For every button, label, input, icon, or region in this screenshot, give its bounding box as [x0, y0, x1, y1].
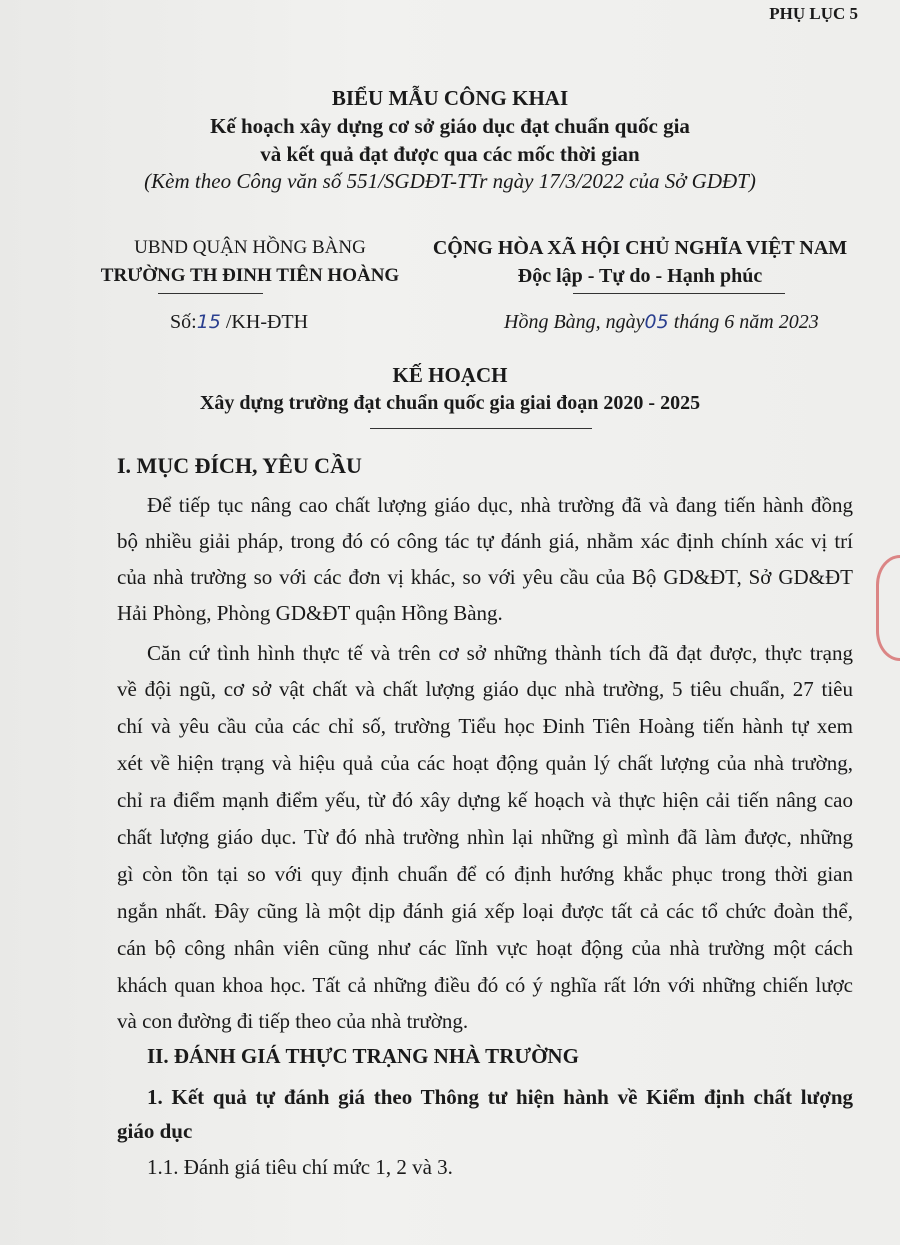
document-date — [504, 311, 819, 334]
subsection-heading-line: 1. Kết quả tự đánh giá theo Thông tư hiện hành về Kiểm định chất lượng — [147, 1085, 853, 1109]
paragraph-line: ngắn nhất. Đây cũng là một dịp đánh giá xếp loại được tất cả các tổ chức đoàn thể, — [117, 899, 853, 923]
handwritten-number: 15 — [196, 311, 221, 333]
paragraph-line: chỉ ra điểm mạnh điểm yếu, từ đó xây dựng kế hoạch và thực hiện cải tiến nâng cao — [117, 788, 853, 812]
authority-name: UBND QUẬN HỒNG BÀNG — [134, 237, 366, 258]
document-number — [170, 311, 308, 334]
divider — [158, 293, 263, 294]
paragraph-line: bộ nhiều giải pháp, trong đó có công tác tự đánh giá, nhằm xác định chính xác vị trí — [117, 529, 853, 553]
divider — [370, 428, 592, 429]
section2-heading: II. ĐÁNH GIÁ THỰC TRẠNG NHÀ TRƯỜNG — [147, 1044, 579, 1068]
divider — [573, 293, 785, 294]
paragraph-line: chí và yêu cầu của các chỉ số, trường Tiểu học Đinh Tiên Hoàng tiến hành tự xem — [117, 714, 853, 738]
number-suffix: /KH-ĐTH — [225, 311, 309, 333]
form-line1: Kế hoạch xây dựng cơ sở giáo dục đạt chuẩn quốc gia — [210, 114, 690, 138]
paragraph-line: Để tiếp tục nâng cao chất lượng giáo dục, nhà trường đã và đang tiến hành đồng — [147, 493, 853, 517]
plan-subtitle: Xây dựng trường đạt chuẩn quốc gia giai đoạn 2020 - 2025 — [199, 392, 701, 414]
nation-name: CỘNG HÒA XÃ HỘI CHỦ NGHĨA VIỆT NAM — [432, 237, 848, 259]
paragraph-line: khách quan khoa học. Tất cả những điều đó có ý nghĩa rất lớn với những chiến lược — [117, 973, 853, 997]
paragraph-line: cán bộ công nhân viên cũng như các lĩnh vực hoạt động của nhà trường một cách — [117, 936, 853, 960]
date-prefix: Hồng Bàng, ngày — [504, 311, 645, 333]
form-line2: và kết quả đạt được qua các mốc thời gian — [260, 142, 640, 166]
paragraph-line: và con đường đi tiếp theo của nhà trường. — [117, 1009, 469, 1033]
subsection-heading-line: giáo dục — [117, 1119, 193, 1143]
section1-heading: I. MỤC ĐÍCH, YÊU CẦU — [117, 453, 362, 478]
school-name: TRƯỜNG TH ĐINH TIÊN HOÀNG — [100, 265, 400, 286]
appendix-label: PHỤ LỤC 5 — [769, 4, 858, 23]
paragraph-line: Căn cứ tình hình thực tế và trên cơ sở những thành tích đã đạt được, thực trạng — [147, 641, 853, 665]
paragraph-line: xét về hiện trạng và hiệu quả của các hoạt động quản lý chất lượng của nhà trường, — [117, 751, 853, 775]
motto: Độc lập - Tự do - Hạnh phúc — [517, 265, 763, 287]
red-stamp-seal — [876, 555, 900, 661]
number-prefix: Số: — [170, 311, 197, 333]
paragraph-line: của nhà trường so với các đơn vị khác, so với yêu cầu của Bộ GD&ĐT, Sở GD&ĐT — [117, 565, 853, 589]
paragraph-line: về đội ngũ, cơ sở vật chất và chất lượng giáo dục nhà trường, 5 tiêu chuẩn, 27 tiêu — [117, 677, 853, 701]
paragraph-line: Hải Phòng, Phòng GD&ĐT quận Hồng Bàng. — [117, 601, 503, 625]
subsection-1-1: 1.1. Đánh giá tiêu chí mức 1, 2 và 3. — [147, 1155, 453, 1179]
plan-title: KẾ HOẠCH — [392, 363, 508, 387]
form-title: BIỂU MẪU CÔNG KHAI — [331, 86, 569, 110]
paragraph-line: chất lượng giáo dục. Từ đó nhà trường nhìn lại những gì mình đã làm được, những — [117, 825, 853, 849]
form-note: (Kèm theo Công văn số 551/SGDĐT-TTr ngày 17/3/2022 của Sở GDĐT) — [144, 169, 756, 193]
date-suffix: tháng 6 năm 2023 — [673, 311, 819, 333]
handwritten-day: 05 — [644, 311, 669, 333]
paragraph-line: gì còn tồn tại so với quy định chuẩn để có định hướng khắc phục trong thời gian — [117, 862, 853, 886]
